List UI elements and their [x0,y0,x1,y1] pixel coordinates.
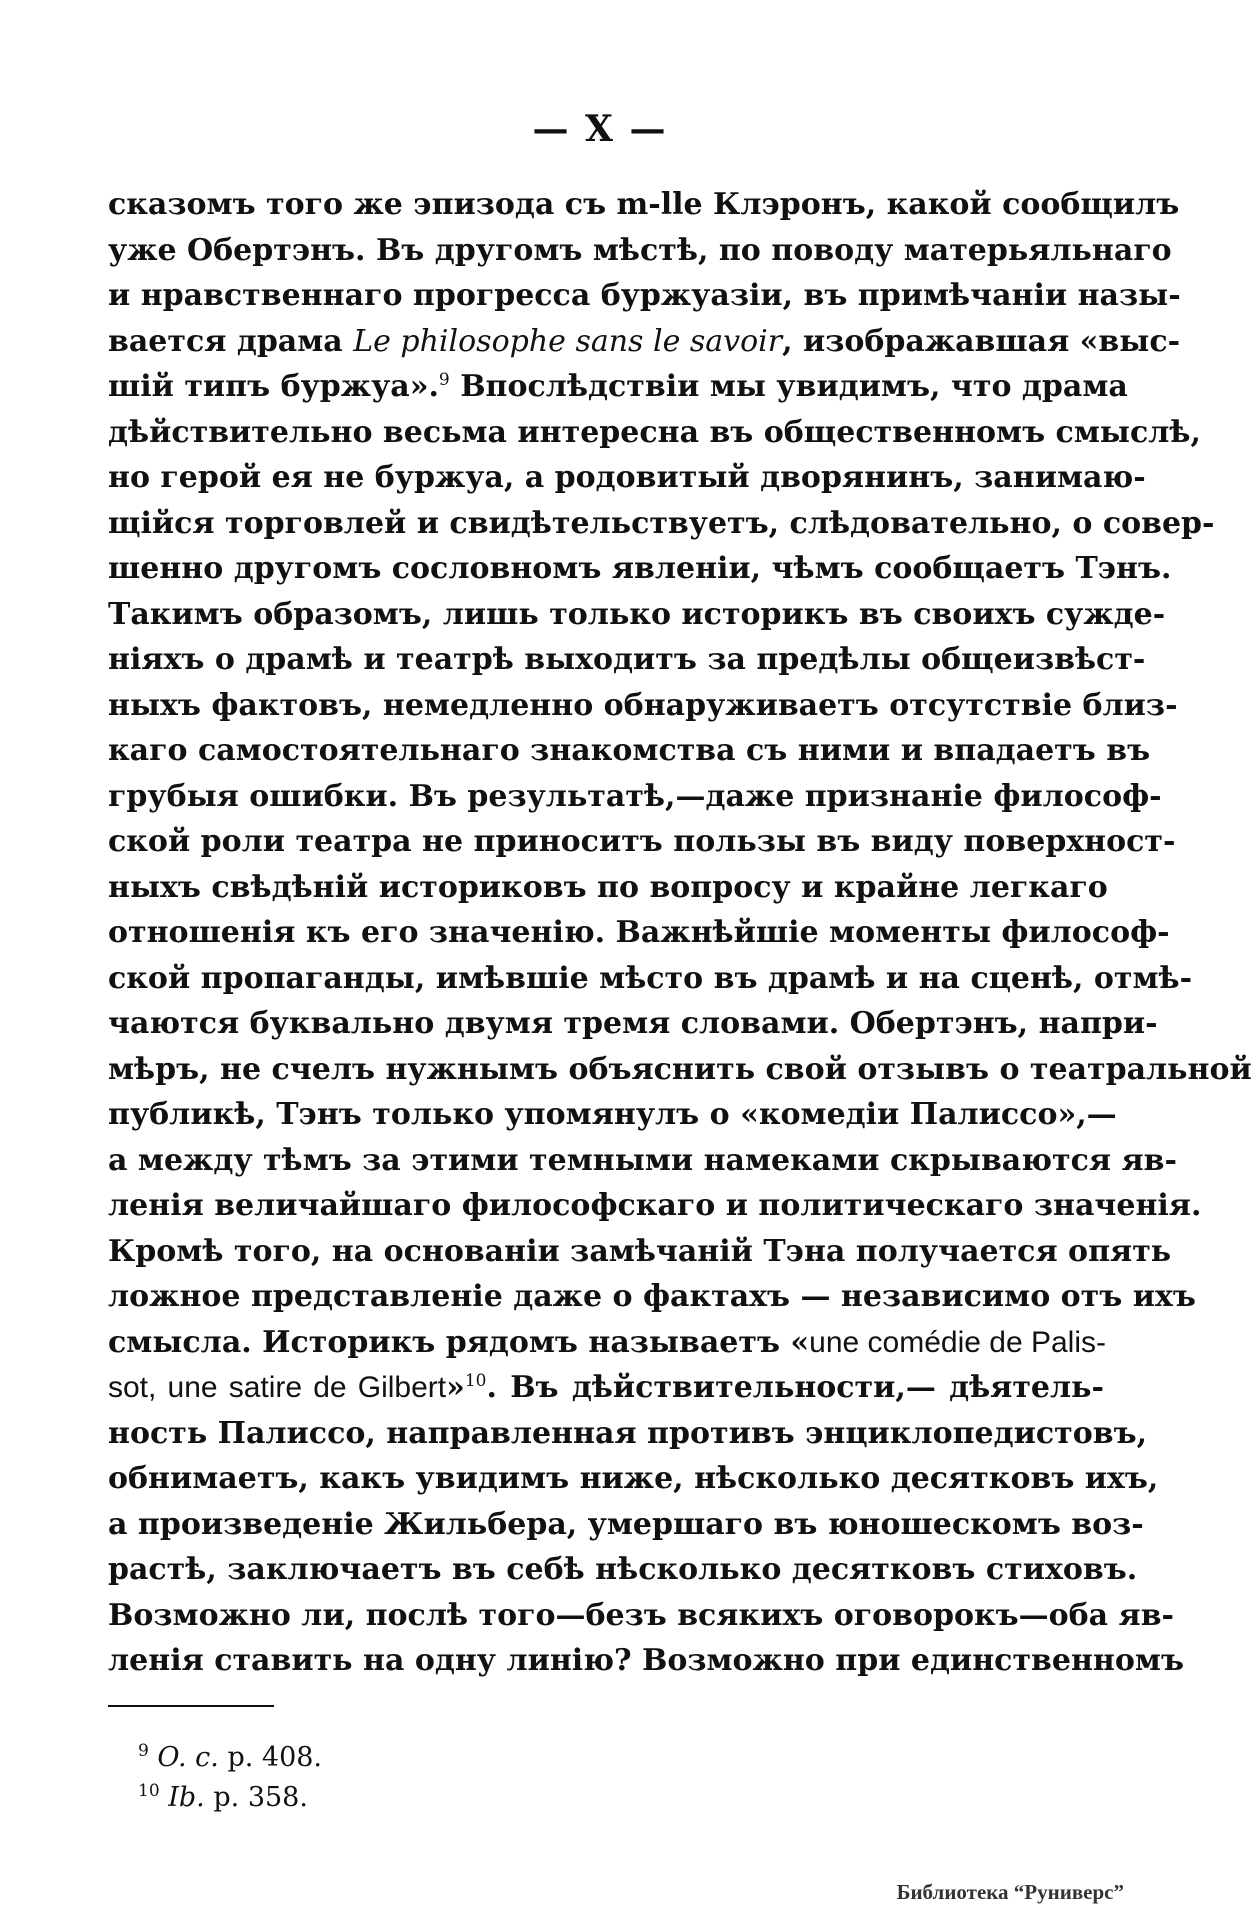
text-line: и нравственнаго прогресса буржуазіи, въ примѣчаніи назы- [108,278,1181,313]
text-line [108,1365,1104,1411]
text-line: но герой ея не буржуа, а родовитый дворянинъ, занимаю- [108,460,1146,495]
italic-title: Le philosophe sans le savoir [353,323,783,359]
text-line: публикѣ, Тэнъ только упомянулъ о «комедіи Палиссо»,— [108,1097,1117,1132]
text-line: ленія величайшаго философскаго и политическаго значенія. [108,1188,1202,1223]
footnote-text: p. 358. [204,1782,308,1813]
text-line: растѣ, заключаетъ въ себѣ нѣсколько десятковъ стиховъ. [108,1552,1138,1587]
page-number: — X — [532,108,668,150]
footnote-mark: 9 [138,1741,149,1761]
text-line: шенно другомъ сословномъ явленіи, чѣмъ сообщаетъ Тэнъ. [108,551,1172,586]
text-line: мѣръ, не счелъ нужнымъ объяснить свой отзывъ о театральной [108,1051,1252,1087]
text-line: Кромѣ того, на основаніи замѣчаній Тэна получается опять [108,1233,1172,1269]
text-line [108,1320,1104,1366]
text-line [108,364,1128,410]
text-line: ской роли театра не приноситъ пользы въ виду поверхност- [108,824,1176,859]
text-line: ность Палиссо, направленная противъ энциклопедистовъ, [108,1415,1148,1451]
text-line: Такимъ образомъ, лишь только историкъ въ своихъ сужде- [108,596,1166,632]
text-line: ніяхъ о драмѣ и театрѣ выходитъ за предѣлы общеизвѣст- [108,642,1146,677]
footnotes [138,1738,322,1818]
text-line: ныхъ свѣдѣній историковъ по вопросу и крайне легкаго [108,869,1108,905]
text-run: » [446,1370,465,1405]
footnote [138,1738,322,1778]
text-line: отношенія къ его значенію. Важнѣйшіе моменты философ- [108,915,1170,950]
footnote [138,1778,322,1818]
text-line: а произведеніе Жильбера, умершаго въ юношескомъ воз- [108,1506,1144,1542]
latin-text: sot, une satire de Gilbert [108,1371,447,1404]
text-line: грубыя ошибки. Въ результатѣ,—даже признаніе философ- [108,778,1162,814]
text-line: Возможно ли, послѣ того—безъ всякихъ оговорокъ—оба яв- [108,1597,1175,1633]
text-line: ской пропаганды, имѣвшіе мѣсто въ драмѣ и на сценѣ, отмѣ- [108,960,1193,996]
text-run: , изображавшая «выс- [782,323,1181,359]
text-line: уже Обертэнъ. Въ другомъ мѣстѣ, по поводу матерьяльнаго [108,232,1172,268]
library-watermark: Библиотека “Руниверс” [896,1880,1124,1904]
footnote-source: O. c. [157,1742,219,1773]
text-line: ложное представленіе даже о фактахъ — независимо отъ ихъ [108,1279,1196,1314]
footnote-text: p. 408. [218,1742,323,1773]
footnote-divider [108,1705,274,1707]
text-line: ленія ставить на одну линію? Возможно при единственномъ [108,1643,1184,1678]
latin-text: une comédie de Palis- [809,1325,1106,1359]
text-line: ныхъ фактовъ, немедленно обнаруживаетъ отсутствіе близ- [108,687,1178,723]
footnote-mark: 10 [138,1781,160,1801]
text-run: шій типъ буржуа». [108,369,439,404]
text-line: дѣйствительно весьма интересна въ общественномъ смыслѣ, [108,414,1201,450]
text-run: вается драма [108,323,354,359]
text-line: каго самостоятельнаго знакомства съ ними и впадаетъ въ [108,733,1151,768]
footnote-ref: 10 [464,1371,487,1391]
text-line: чаются буквально двумя тремя словами. Обертэнъ, напри- [108,1006,1158,1041]
text-line: обнимаетъ, какъ увидимъ ниже, нѣсколько десятковъ ихъ, [108,1461,1159,1496]
text-run: . Въ дѣйствительности,— дѣятель- [486,1370,1104,1405]
text-run: Впослѣдствіи мы увидимъ, что драма [449,369,1128,404]
text-run: смысла. Историкъ рядомъ называетъ « [108,1324,810,1360]
text-line: сказомъ того же эпизода съ m-lle Клэронъ, какой сообщилъ [108,187,1180,222]
body-text [108,182,1252,1684]
footnote-source: Ib. [168,1782,205,1813]
text-line: щійся торговлей и свидѣтельствуетъ, слѣдовательно, о совер- [108,505,1215,541]
text-line: а между тѣмъ за этими темными намеками скрываются яв- [108,1142,1177,1178]
footnote-ref: 9 [438,370,450,390]
text-line [108,319,1181,365]
